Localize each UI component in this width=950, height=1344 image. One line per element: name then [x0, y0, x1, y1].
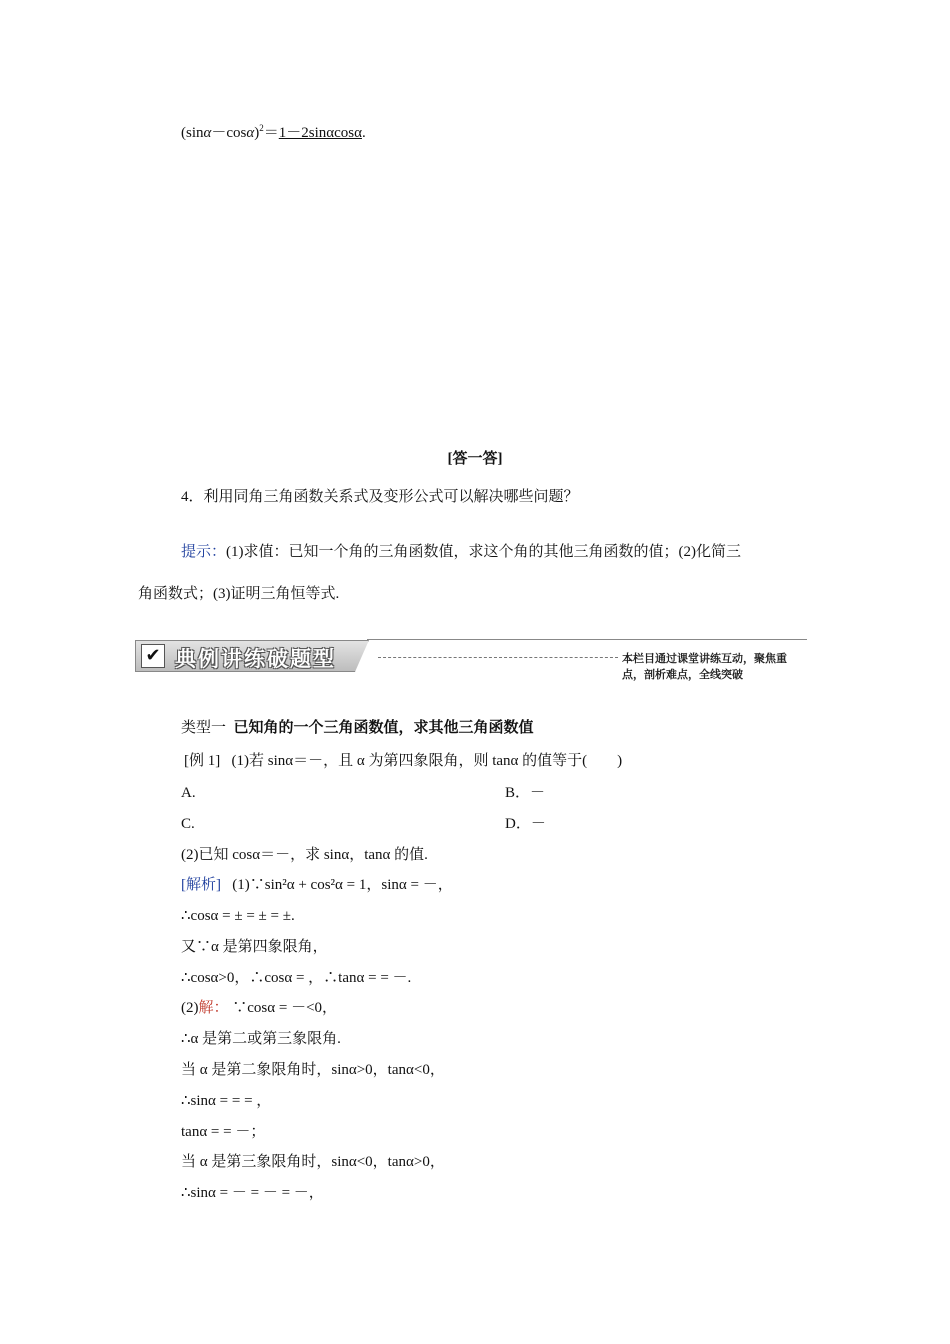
check-icon: ✔: [141, 644, 165, 668]
section-banner: [135, 637, 807, 681]
banner-title: 典例讲练破题型: [175, 647, 336, 671]
example-1-part-1: [184, 751, 622, 771]
option-a: A.: [181, 785, 196, 801]
formula-equals: ＝: [263, 125, 279, 141]
banner-dashed-rule: [378, 657, 618, 658]
hint-line-2: 角函数式；(3)证明三角恒等式.: [138, 586, 340, 602]
question-4: 4．利用同角三角函数关系式及变形公式可以解决哪些问题？: [181, 489, 579, 505]
banner-tagline: 本栏目通过课堂讲练互动，聚焦重点，剖析难点，全线突破: [622, 652, 787, 681]
option-b: B．－: [505, 785, 546, 801]
solution-line-9: tanα = = －；: [181, 1124, 266, 1140]
analysis-label: [解析]: [181, 877, 221, 893]
type-title: 已知角的一个三角函数值，求其他三角函数值: [233, 720, 534, 736]
solution-line-7: 当 α 是第二象限角时，sinα>0，tanα<0，: [181, 1062, 445, 1078]
top-formula: [181, 123, 366, 143]
hint-label: 提示：: [181, 544, 227, 560]
option-c: C.: [181, 816, 195, 832]
option-d: D．－: [505, 816, 546, 832]
example-1-part-2: (2)已知 cosα＝－，求 sinα，tanα 的值.: [181, 847, 428, 863]
solution-line-2: ∴cosα = ± = ± = ±.: [181, 908, 295, 924]
solution-line-10: 当 α 是第三象限角时，sinα<0，tanα>0，: [181, 1154, 445, 1170]
solution-text-1: (1)∵sin²α + cos²α = 1，sinα = －，: [232, 877, 453, 893]
solution-line-3: 又∵α 是第四象限角，: [181, 939, 328, 955]
solution-line-6: ∴α 是第二或第三象限角.: [181, 1031, 341, 1047]
formula-exponent: 2: [259, 123, 264, 133]
hint-text-1: (1)求值：已知一个角的三角函数值，求这个角的其他三角函数的值；(2)化简三: [226, 544, 741, 560]
solution-part-2: (2): [181, 1000, 199, 1016]
solution-line-1: [181, 875, 453, 895]
formula-rhs-blank: 1－2sinαcosα: [278, 125, 362, 141]
banner-top-rule: [367, 639, 807, 640]
type-label: 类型一: [181, 720, 227, 736]
formula-alpha-1: α: [203, 125, 212, 141]
solution-line-4: ∴cosα>0，∴cosα = ，∴tanα = = －.: [181, 970, 412, 986]
solve-label: 解：: [198, 1000, 229, 1016]
type-heading: [181, 718, 534, 738]
solution-line-11: ∴sinα = － = － = －，: [181, 1185, 324, 1201]
solution-line-5: [181, 998, 337, 1018]
solution-line-8: ∴sinα = = = ，: [181, 1093, 272, 1109]
formula-period: .: [361, 125, 366, 141]
answer-heading: [答一答]: [447, 451, 503, 467]
formula-minus-cos: －cos: [211, 125, 247, 141]
example-question-1: (1)若 sinα＝－，且 α 为第四象限角，则 tanα 的值等于( ): [231, 753, 623, 769]
formula-close: ): [254, 125, 260, 141]
formula-sin: (sin: [181, 125, 204, 141]
solution-text-5: ∵cosα = －<0，: [232, 1000, 338, 1016]
example-label: [例 1]: [184, 753, 221, 769]
hint-line-1: [181, 542, 741, 562]
formula-alpha-2: α: [246, 125, 255, 141]
